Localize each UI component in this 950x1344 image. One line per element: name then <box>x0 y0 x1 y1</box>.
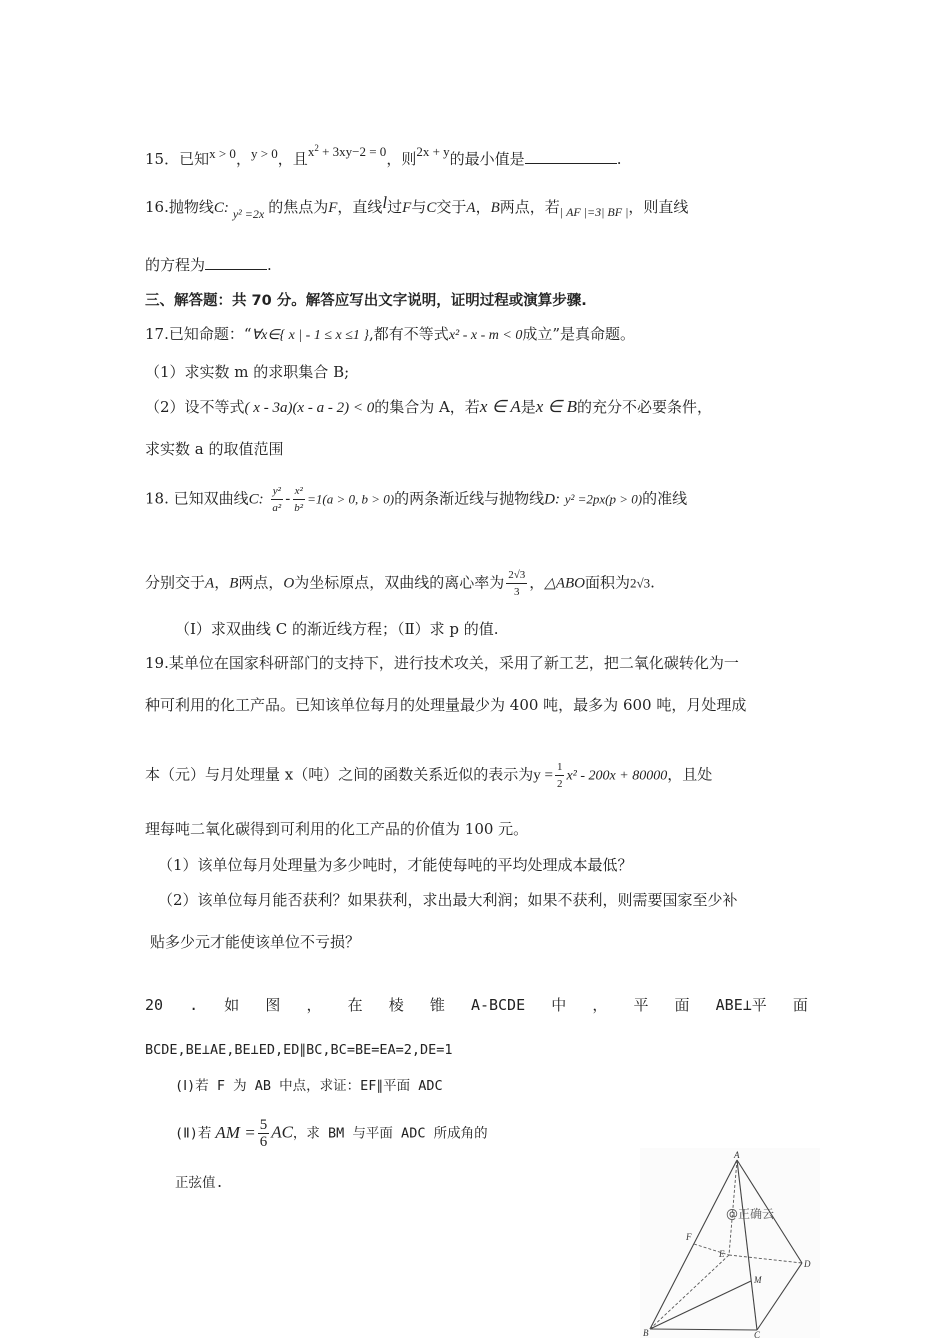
q17-part2-ineq: ( x - 3a)(x - a - 2) < 0 <box>244 400 375 416</box>
q19-part1: （1）该单位每月处理量为多少吨时，才能使每吨的平均处理成本最低？ <box>158 856 633 874</box>
q15-eq-exp: 2 <box>314 143 319 153</box>
q17-cond: x ∈ B <box>535 397 578 416</box>
q16-text: 的方程为 <box>145 256 206 274</box>
q16-text: 与 <box>411 198 427 216</box>
q20-word: . <box>189 996 199 1014</box>
q19-line4: 理每吨二氧化碳得到可利用的化工产品的价值为 100 元。 <box>145 820 529 838</box>
q20-word: 20 <box>145 996 164 1014</box>
question-15 <box>145 137 621 170</box>
q16-var: F <box>328 200 338 216</box>
q19-half <box>555 759 565 792</box>
q17-inequality: x² - x - m < 0 <box>448 328 523 343</box>
q16-var: A <box>466 200 476 216</box>
q18-frac-num: x² <box>293 483 305 500</box>
label-d: D <box>804 1259 811 1269</box>
label-a: A <box>734 1150 740 1160</box>
q16-text: 16.抛物线 <box>145 198 214 216</box>
q17-text: （2）设不等式 <box>145 398 245 416</box>
q18-var: B <box>229 575 239 592</box>
q20-ac: AC <box>271 1122 293 1142</box>
q20-text: ，求 BM 与平面 ADC 所成角的 <box>292 1125 488 1142</box>
q19-frac-den: 2 <box>556 778 563 790</box>
q18-triangle: △ABO <box>544 575 586 592</box>
q20-line2: BCDE,BE⊥AE,BE⊥ED,ED∥BC,BC=BE=EA=2,DE=1 <box>145 1042 453 1058</box>
q19-text: ，且处 <box>667 765 713 784</box>
q15-answer-blank[interactable] <box>525 149 617 164</box>
q18-frac-x <box>292 483 305 516</box>
q18-text: ， <box>214 573 230 592</box>
q20-part3: 正弦值. <box>175 1175 224 1191</box>
q20-word: 面 <box>792 996 808 1014</box>
q17-text: 的集合为 A，若 <box>374 398 480 416</box>
q15-cond-x: x > 0 <box>209 146 236 161</box>
q20-word: 在 <box>347 996 363 1014</box>
watermark-logo: @正确云 <box>726 1207 775 1221</box>
label-m: M <box>754 1275 762 1285</box>
q17-text: 的充分不必要条件， <box>577 398 713 416</box>
q20-word: A-BCDE <box>470 996 526 1014</box>
q19-part2: （2）该单位每月能否获利？如果获利，求出最大利润；如果不获利，则需要国家至少补 <box>158 891 738 909</box>
q18-area: 2√3 <box>630 575 651 591</box>
q16-condition: | AF |=3| BF | <box>559 205 629 219</box>
q18-frac-den: b² <box>294 502 304 514</box>
label-e: E <box>719 1249 725 1259</box>
q20-word: 棱 <box>388 996 404 1014</box>
q20-ratio <box>258 1117 270 1150</box>
q15-equation <box>308 144 387 159</box>
q20-word: ， <box>306 996 322 1014</box>
pyramid-figure <box>640 1148 820 1338</box>
q20-word: 中 <box>551 996 567 1014</box>
q16-var: C: <box>213 200 229 216</box>
q18-text: 的两条渐近线与抛物线 <box>394 489 545 508</box>
q19-line3 <box>145 759 712 792</box>
question-20-line1 <box>145 994 808 1016</box>
section-3-heading: 三、解答题：共 70 分。解答应写出文字说明，证明过程或演算步骤. <box>145 293 587 309</box>
q20-word: 锥 <box>429 996 445 1014</box>
q16-text: ，则直线 <box>628 198 689 216</box>
q16-answer-blank[interactable] <box>205 255 267 270</box>
q18-text: 18. 已知双曲线 <box>145 489 249 508</box>
q16-text: 两点，若 <box>499 198 560 216</box>
q15-sep: ， <box>235 150 251 168</box>
q16-parabola-eq: y² =2x <box>232 207 265 221</box>
q16-text: 交于 <box>436 198 467 216</box>
q20-word: 面 <box>674 996 690 1014</box>
figure-background <box>640 1148 820 1338</box>
q17-cond: x ∈ A <box>479 397 521 416</box>
q20-frac-den: 6 <box>259 1134 268 1150</box>
q18-frac-num: y² <box>271 483 283 500</box>
q17-part3: 求实数 a 的取值范围 <box>145 440 284 458</box>
q18-text: ， <box>529 573 545 592</box>
q17-set: ∀x∈{ x | - 1 ≤ x ≤1 } <box>251 328 370 343</box>
q17-text: 17.已知命题：“ <box>145 325 252 343</box>
q15-eq-x: x <box>307 144 315 159</box>
question-18 <box>145 483 687 516</box>
q18-text: 两点， <box>238 573 284 592</box>
q18-hyperbola-eq: =1(a > 0, b > 0) <box>307 491 395 507</box>
label-c: C <box>754 1330 761 1338</box>
q15-tail: 的最小值是 <box>449 150 525 168</box>
q19-text: 本（元）与月处理量 x（吨）之间的函数关系近似的表示为 <box>145 765 534 784</box>
q18-text: 分别交于 <box>145 573 206 592</box>
q15-end: . <box>616 150 622 168</box>
q15-sep: ，且 <box>277 150 308 168</box>
q17-text: ,都有不等式 <box>369 325 449 343</box>
q16-text: ，直线 <box>337 198 383 216</box>
q20-word: ABE⊥平 <box>715 996 767 1014</box>
q15-sep: ，则 <box>386 150 417 168</box>
q15-target: 2x + y <box>416 144 450 159</box>
q18-parabola-eq: y² =2px(p > 0) <box>564 491 643 507</box>
q17-part2 <box>145 396 712 419</box>
q18-frac-den: a² <box>272 502 282 514</box>
q18-text: 面积为 <box>585 573 631 592</box>
q18-parts: （Ⅰ）求双曲线 C 的渐近线方程；（Ⅱ）求 p 的值. <box>175 620 499 638</box>
q18-var: O <box>283 575 295 592</box>
question-17 <box>145 323 635 347</box>
q20-word: 图 <box>265 996 281 1014</box>
q19-part3: 贴多少元才能使该单位不亏损？ <box>150 933 361 951</box>
label-f: F <box>686 1232 692 1242</box>
q18-text: 的准线 <box>642 489 688 508</box>
q18-text: . <box>650 573 655 592</box>
q16-text: 的焦点为 <box>268 198 329 216</box>
q16-var: l <box>382 193 388 212</box>
q18-var: A <box>205 575 215 592</box>
q19-frac-num: 1 <box>555 759 565 776</box>
question-16 <box>145 192 688 225</box>
q17-text: 成立”是真命题。 <box>522 325 635 343</box>
q20-word: ， <box>592 996 608 1014</box>
q15-cond-y: y > 0 <box>250 146 278 161</box>
q16-var: C <box>426 200 437 216</box>
q17-part1: （1）求实数 m 的求职集合 B; <box>145 363 350 381</box>
q18-var: C: <box>248 491 264 508</box>
q19-function: x² - 200x + 80000 <box>566 768 668 784</box>
q18-minus: - <box>285 489 291 508</box>
q20-part2 <box>175 1117 488 1150</box>
q19-line2: 种可利用的化工产品。已知该单位每月的处理量最少为 400 吨，最多为 600 吨，月处理成 <box>145 696 747 714</box>
q16-var: B <box>490 200 500 216</box>
q18-var: D: <box>544 491 560 508</box>
q18-frac-y <box>270 483 283 516</box>
q19-line1: 19.某单位在国家科研部门的支持下，进行技术攻关，采用了新工艺，把二氧化碳转化为一 <box>145 654 739 672</box>
question-16-line2 <box>145 254 272 276</box>
q20-frac-num: 5 <box>259 1117 268 1133</box>
q20-text: (Ⅱ)若 <box>175 1125 212 1142</box>
q18-text: 为坐标原点，双曲线的离心率为 <box>294 573 505 592</box>
q20-am: AM = <box>215 1122 256 1142</box>
q18-frac-num: 2√3 <box>506 567 527 584</box>
label-b: B <box>643 1328 649 1338</box>
q17-text: 是 <box>520 398 536 416</box>
q19-y: y = <box>533 767 553 784</box>
q20-word: 如 <box>224 996 240 1014</box>
q15-eq-rest: + 3xy−2 = 0 <box>318 144 387 159</box>
q20-word: 平 <box>633 996 649 1014</box>
q16-text: 过 <box>387 198 403 216</box>
q15-number: 15．已知 <box>145 150 210 168</box>
q18-frac-den: 3 <box>514 586 520 598</box>
q16-end: . <box>267 256 272 274</box>
q16-var: F <box>402 200 412 216</box>
q18-line2 <box>145 567 655 600</box>
q18-eccentricity <box>506 567 527 600</box>
q16-text: ， <box>475 198 491 216</box>
q20-part1: (Ⅰ)若 F 为 AB 中点，求证：EF∥平面 ADC <box>175 1078 443 1094</box>
